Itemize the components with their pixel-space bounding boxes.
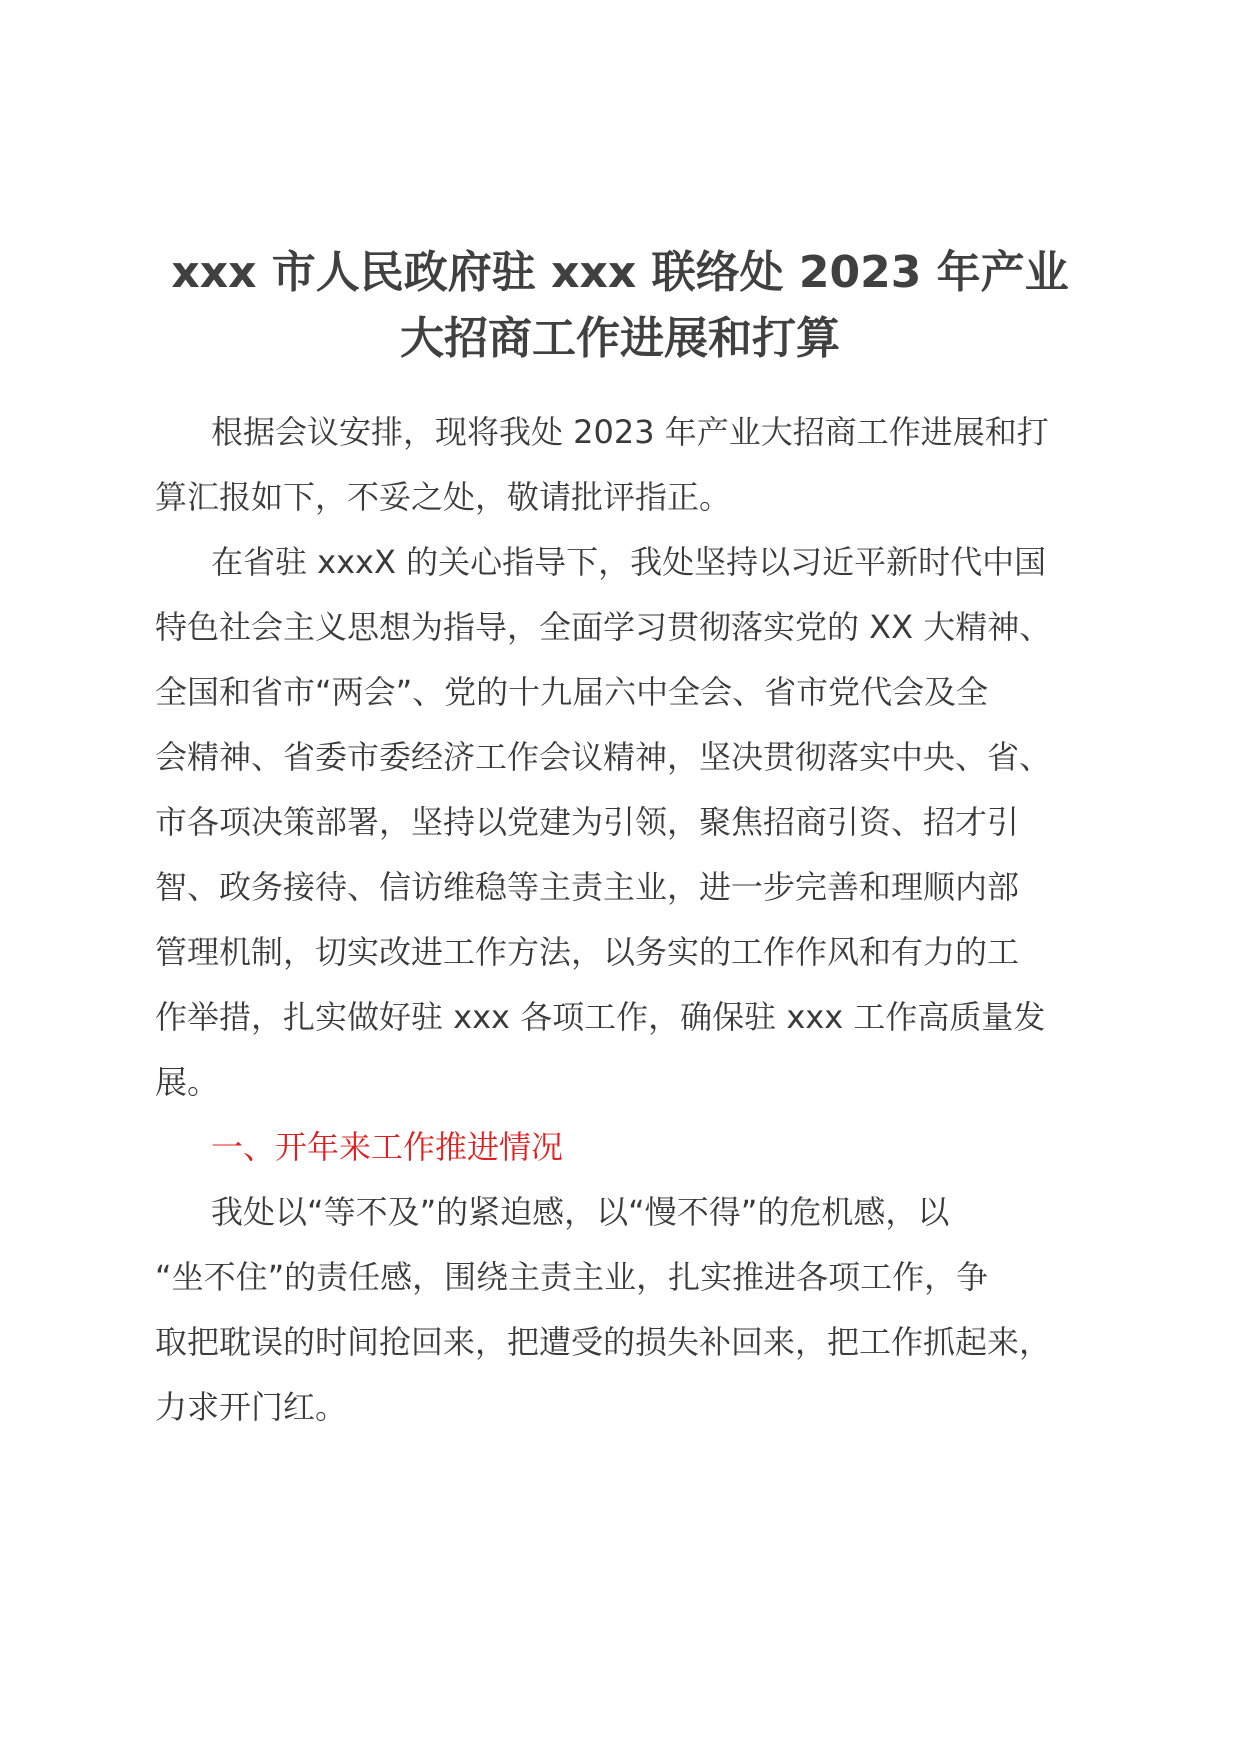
paragraph-line: 特色社会主义思想为指导，全面学习贯彻落实党的 XX 大精神、 <box>155 608 1052 646</box>
paragraph-line: 力求开门红。 <box>155 1388 348 1426</box>
paragraph-line: “坐不住”的责任感，围绕主责主业，扎实推进各项工作，争 <box>155 1258 989 1296</box>
section-heading <box>155 1115 1095 1180</box>
paragraph-line: 取把耽误的时间抢回来，把遭受的损失补回来，把工作抓起来， <box>155 1323 1052 1361</box>
document-body <box>155 400 1095 1440</box>
paragraph-guidance <box>155 530 1095 1115</box>
paragraph-intro <box>155 400 1095 530</box>
paragraph-progress <box>155 1180 1095 1440</box>
paragraph-line: 展。 <box>155 1063 220 1101</box>
paragraph-line: 市各项决策部署，坚持以党建为引领，聚焦招商引资、招才引 <box>155 803 1020 841</box>
paragraph-line: 在省驻 xxxX 的关心指导下，我处坚持以习近平新时代中国 <box>211 543 1047 581</box>
title-line-1: xxx 市人民政府驻 xxx 联络处 2023 年产业 <box>171 247 1069 298</box>
paragraph-line: 算汇报如下，不妥之处，敬请批评指正。 <box>155 478 732 516</box>
paragraph-line: 我处以“等不及”的紧迫感，以“慢不得”的危机感，以 <box>211 1193 950 1231</box>
paragraph-line: 智、政务接待、信访维稳等主责主业，进一步完善和理顺内部 <box>155 868 1020 906</box>
paragraph-line: 根据会议安排，现将我处 2023 年产业大招商工作进展和打 <box>211 413 1049 451</box>
section-heading-text: 一、开年来工作推进情况 <box>211 1128 564 1166</box>
paragraph-line: 作举措，扎实做好驻 xxx 各项工作，确保驻 xxx 工作高质量发 <box>155 998 1046 1036</box>
paragraph-line: 管理机制，切实改进工作方法，以务实的工作作风和有力的工 <box>155 933 1020 971</box>
document-title <box>150 240 1090 372</box>
paragraph-line: 全国和省市“两会”、党的十九届六中全会、省市党代会及全 <box>155 673 989 711</box>
paragraph-line: 会精神、省委市委经济工作会议精神，坚决贯彻落实中央、省、 <box>155 738 1052 776</box>
title-line-2: 大招商工作进展和打算 <box>400 313 840 364</box>
